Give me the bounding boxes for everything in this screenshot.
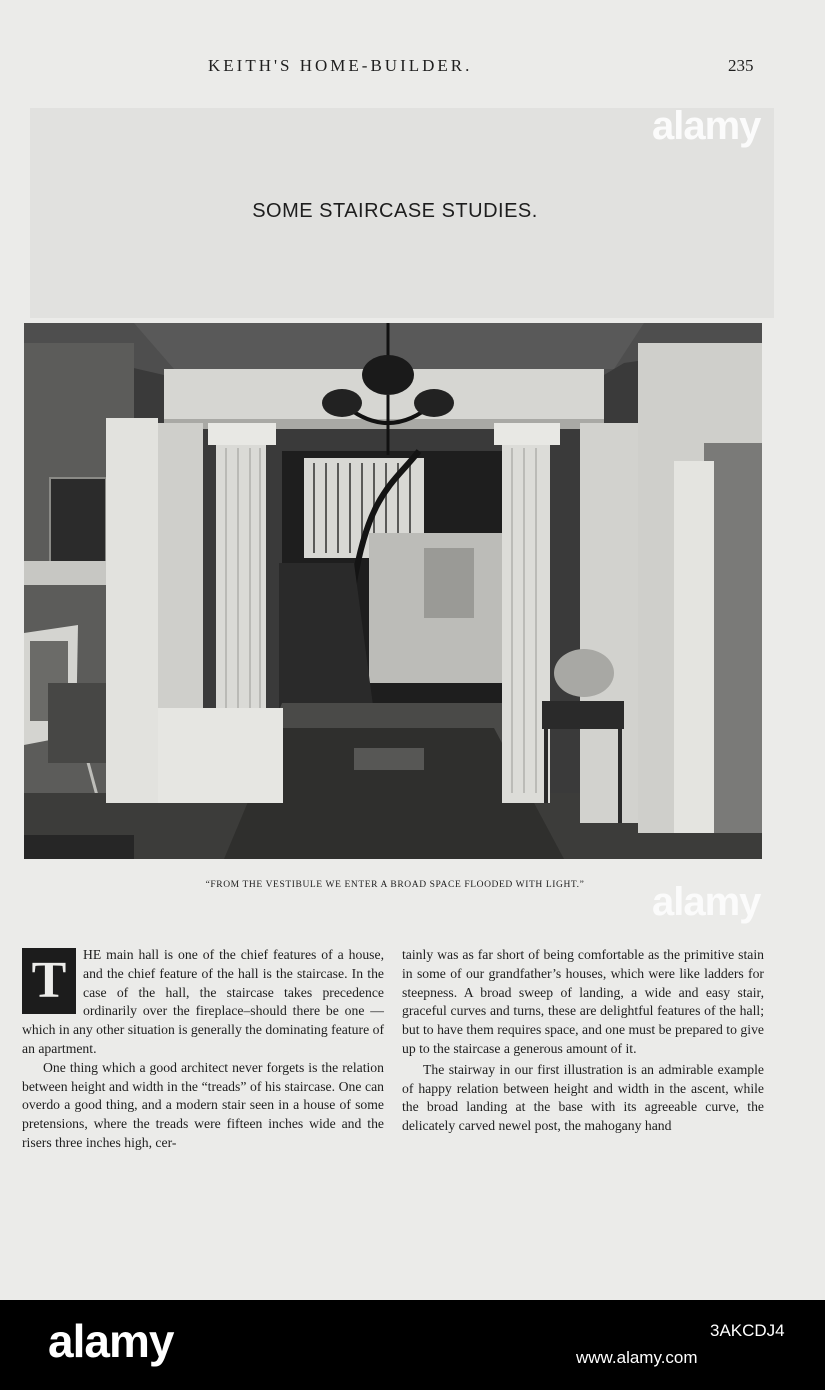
staircase-hall-photo [24,323,762,859]
side-table-top [542,701,624,729]
left-paragraph-2: One thing which a good architect never forgets is the relation between height and width in the “treads” of his staircase. One can overdo a good thing, and a modern stair seen in a house of some pretensions, where the treads were fifteen inches wide and the risers three inches high, cer- [22,1059,384,1150]
footer-logo: alamy [48,1315,174,1367]
left-column-capital [208,423,276,445]
watermark-middle: alamy [652,880,761,924]
door [674,461,714,833]
watermark-top: alamy [652,104,761,148]
footer-url: www.alamy.com [576,1348,698,1367]
drop-cap-letter: T [31,952,67,1009]
rear-room-window [424,548,474,618]
left-pilaster [158,423,203,713]
footer-image-id: 3AKCDJ4 [710,1321,785,1340]
left-cabinet [48,683,108,763]
chandelier-cup-right [414,389,454,417]
left-pier [106,418,158,803]
chandelier-body [362,355,414,395]
running-title: KEITH'S HOME-BUILDER. [208,56,473,75]
drop-cap [22,948,76,1014]
mantel [24,561,108,585]
right-pilaster [580,423,638,823]
table-ornament [554,649,614,697]
picture-frame [50,478,106,563]
photo-caption: “FROM THE VESTIBULE WE ENTER A BROAD SPACE FLOODED WITH LIGHT.” [205,880,585,890]
right-column-text [402,946,764,1136]
right-paragraph-2: The stairway in our first illustration is an admirable example of happy relation between height and width in the ascent, while the broad landing at the base with its agreeable curve, the delicately carved newel post, the mahogany hand [402,1061,764,1134]
left-column [216,433,266,713]
right-paragraph-1: tainly was as far short of being comfortable as the primitive stain in some of our grandfather’s houses, which were like ladders for steepness. A broad sweep of landing, a wide and easy stair, graceful curves and turns, these are delightful features of the hall; but to have them requires space, and one must be prepared to give up to the staircase a generous amount of it. [402,947,764,1056]
right-column [502,433,550,803]
foreground-rug [24,835,134,859]
left-paragraph-1: HE main hall is one of the chief features of a house, and the chief feature of the hall is the staircase. In the case of the hall, the staircase takes precedence ordinarily over the fireplace–should there be one —which in any other situation is generally the dominating feature of an apartment. [22,947,384,1056]
left-pedestal [158,708,283,803]
rug-medallion [354,748,424,770]
page-number: 235 [728,56,754,75]
left-column-text [22,946,384,1153]
chandelier-cup-left [322,389,362,417]
right-column-capital [494,423,560,445]
article-title: SOME STAIRCASE STUDIES. [252,200,538,222]
page-header [0,56,825,80]
